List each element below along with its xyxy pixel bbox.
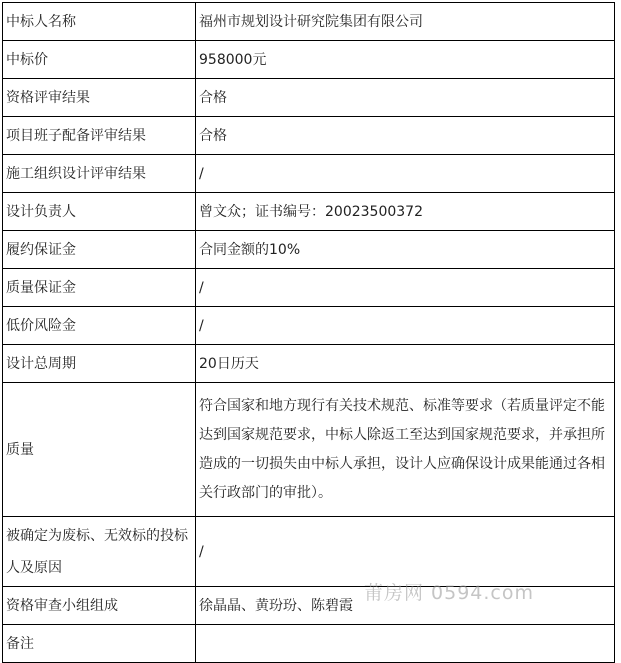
site-watermark: 莆房网 0594.com bbox=[364, 582, 535, 604]
table-row bbox=[3, 155, 615, 193]
row-label-winner-name: 中标人名称 bbox=[3, 3, 196, 41]
row-label-design-lead: 设计负责人 bbox=[3, 193, 196, 231]
table-row bbox=[3, 345, 615, 383]
row-value-low-price-risk: / bbox=[196, 307, 615, 345]
table-row bbox=[3, 231, 615, 269]
table-row bbox=[3, 383, 615, 517]
row-label-design-period: 设计总周期 bbox=[3, 345, 196, 383]
table-row bbox=[3, 79, 615, 117]
row-label-construction-plan-result: 施工组织设计评审结果 bbox=[3, 155, 196, 193]
row-value-invalid-bidders: / bbox=[196, 517, 615, 587]
row-label-quality-bond: 质量保证金 bbox=[3, 269, 196, 307]
row-label-invalid-bidders: 被确定为废标、无效标的投标人及原因 bbox=[3, 517, 196, 587]
row-label-bid-price: 中标价 bbox=[3, 41, 196, 79]
table-row bbox=[3, 117, 615, 155]
table-row bbox=[3, 517, 615, 587]
row-value-bid-price: 958000元 bbox=[196, 41, 615, 79]
row-value-design-period: 20日历天 bbox=[196, 345, 615, 383]
row-label-quality: 质量 bbox=[3, 383, 196, 517]
row-value-winner-name: 福州市规划设计研究院集团有限公司 bbox=[196, 3, 615, 41]
row-label-qualification-result: 资格评审结果 bbox=[3, 79, 196, 117]
row-value-qualification-result: 合格 bbox=[196, 79, 615, 117]
row-label-review-panel: 资格审查小组组成 bbox=[3, 587, 196, 625]
row-label-performance-bond: 履约保证金 bbox=[3, 231, 196, 269]
row-label-team-result: 项目班子配备评审结果 bbox=[3, 117, 196, 155]
row-value-construction-plan-result: / bbox=[196, 155, 615, 193]
table-row bbox=[3, 307, 615, 345]
table-row bbox=[3, 193, 615, 231]
row-value-design-lead: 曾文众；证书编号：20023500372 bbox=[196, 193, 615, 231]
row-value-quality-bond: / bbox=[196, 269, 615, 307]
row-label-remarks: 备注 bbox=[3, 625, 196, 663]
table-row bbox=[3, 3, 615, 41]
row-value-review-panel: 徐晶晶、黄玢玢、陈碧霞 bbox=[196, 587, 615, 625]
table-row bbox=[3, 269, 615, 307]
table-row bbox=[3, 41, 615, 79]
bid-result-table bbox=[2, 2, 615, 663]
row-value-quality: 符合国家和地方现行有关技术规范、标准等要求（若质量评定不能达到国家规范要求，中标人除返工至达到国家规范要求，并承担所造成的一切损失由中标人承担，设计人应确保设计成果能通过各相关行政部门的审批）。 bbox=[196, 383, 615, 517]
row-value-team-result: 合格 bbox=[196, 117, 615, 155]
row-value-performance-bond: 合同金额的10% bbox=[196, 231, 615, 269]
row-label-low-price-risk: 低价风险金 bbox=[3, 307, 196, 345]
